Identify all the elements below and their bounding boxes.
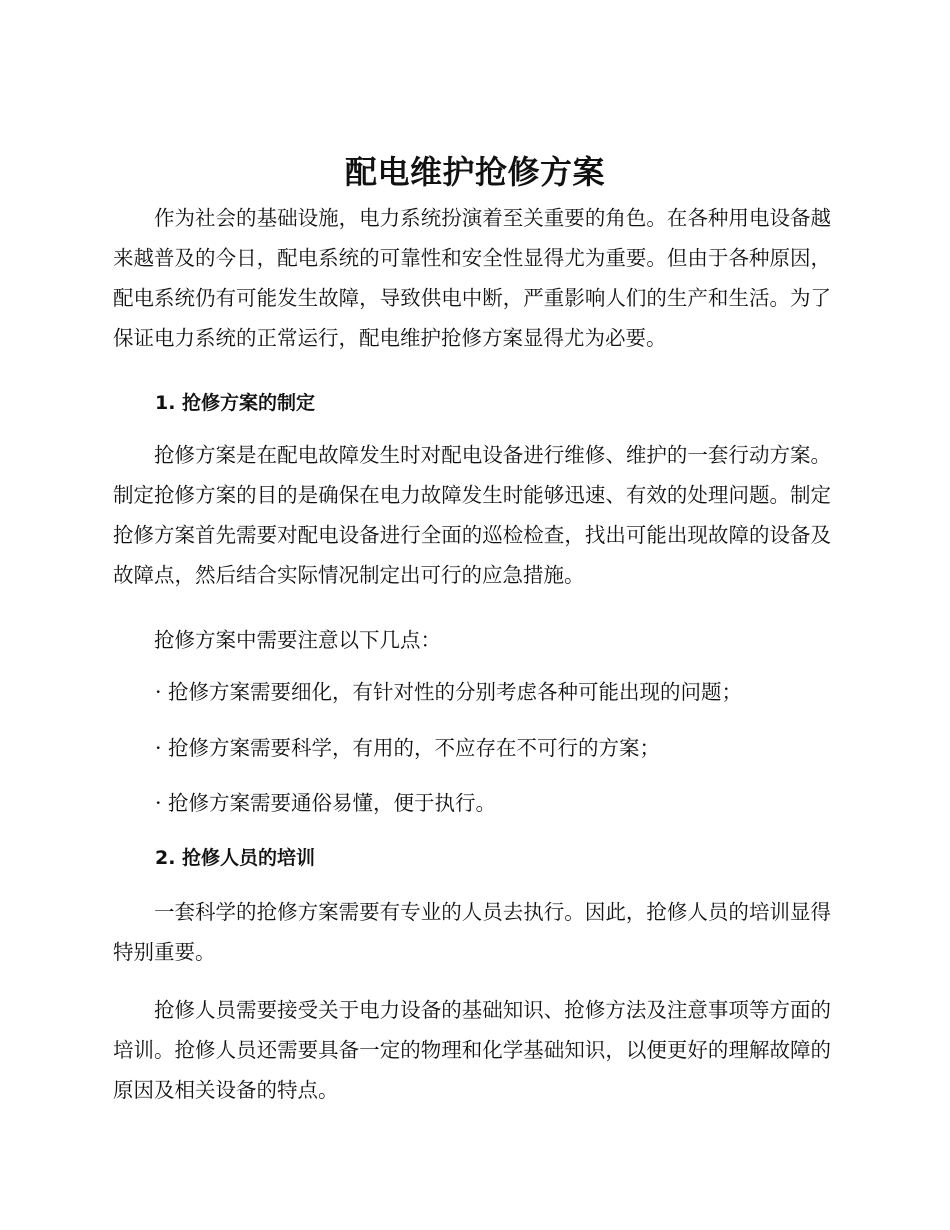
section-1-paragraph-1: 抢修方案是在配电故障发生时对配电设备进行维修、维护的一套行动方案。制定抢修方案的目的是确保在电力故障发生时能够迅速、有效的处理问题。制定抢修方案首先需要对配电设备进行全面的巡检检查，找出可能出现故障的设备及故障点，然后结合实际情况制定出可行的应急措施。 xyxy=(113,443,831,587)
bullet-item-1: · 抢修方案需要细化，有针对性的分别考虑各种可能出现的问题； xyxy=(155,680,743,704)
bullet-item-2: · 抢修方案需要科学，有用的，不应存在不可行的方案； xyxy=(155,736,661,760)
bullet-item-3: · 抢修方案需要通俗易懂，便于执行。 xyxy=(155,791,497,815)
section-2-heading: 2. 抢修人员的培训 xyxy=(155,847,316,869)
intro-paragraph: 作为社会的基础设施，电力系统扮演着至关重要的角色。在各种用电设备越来越普及的今日，配电系统的可靠性和安全性显得尤为重要。但由于各种原因，配电系统仍有可能发生故障，导致供电中断，严重影响人们的生产和生活。为了保证电力系统的正常运行，配电维护抢修方案显得尤为必要。 xyxy=(113,206,831,350)
section-1-heading: 1. 抢修方案的制定 xyxy=(155,392,316,414)
section-2-paragraph-1: 一套科学的抢修方案需要有专业的人员去执行。因此，抢修人员的培训显得特别重要。 xyxy=(113,900,831,964)
section-1-paragraph-2: 抢修方案中需要注意以下几点： xyxy=(154,628,441,652)
document-title: 配电维护抢修方案 xyxy=(344,153,605,191)
section-2-paragraph-2: 抢修人员需要接受关于电力设备的基础知识、抢修方法及注意事项等方面的培训。抢修人员还需要具备一定的物理和化学基础知识，以便更好的理解故障的原因及相关设备的特点。 xyxy=(113,998,831,1102)
